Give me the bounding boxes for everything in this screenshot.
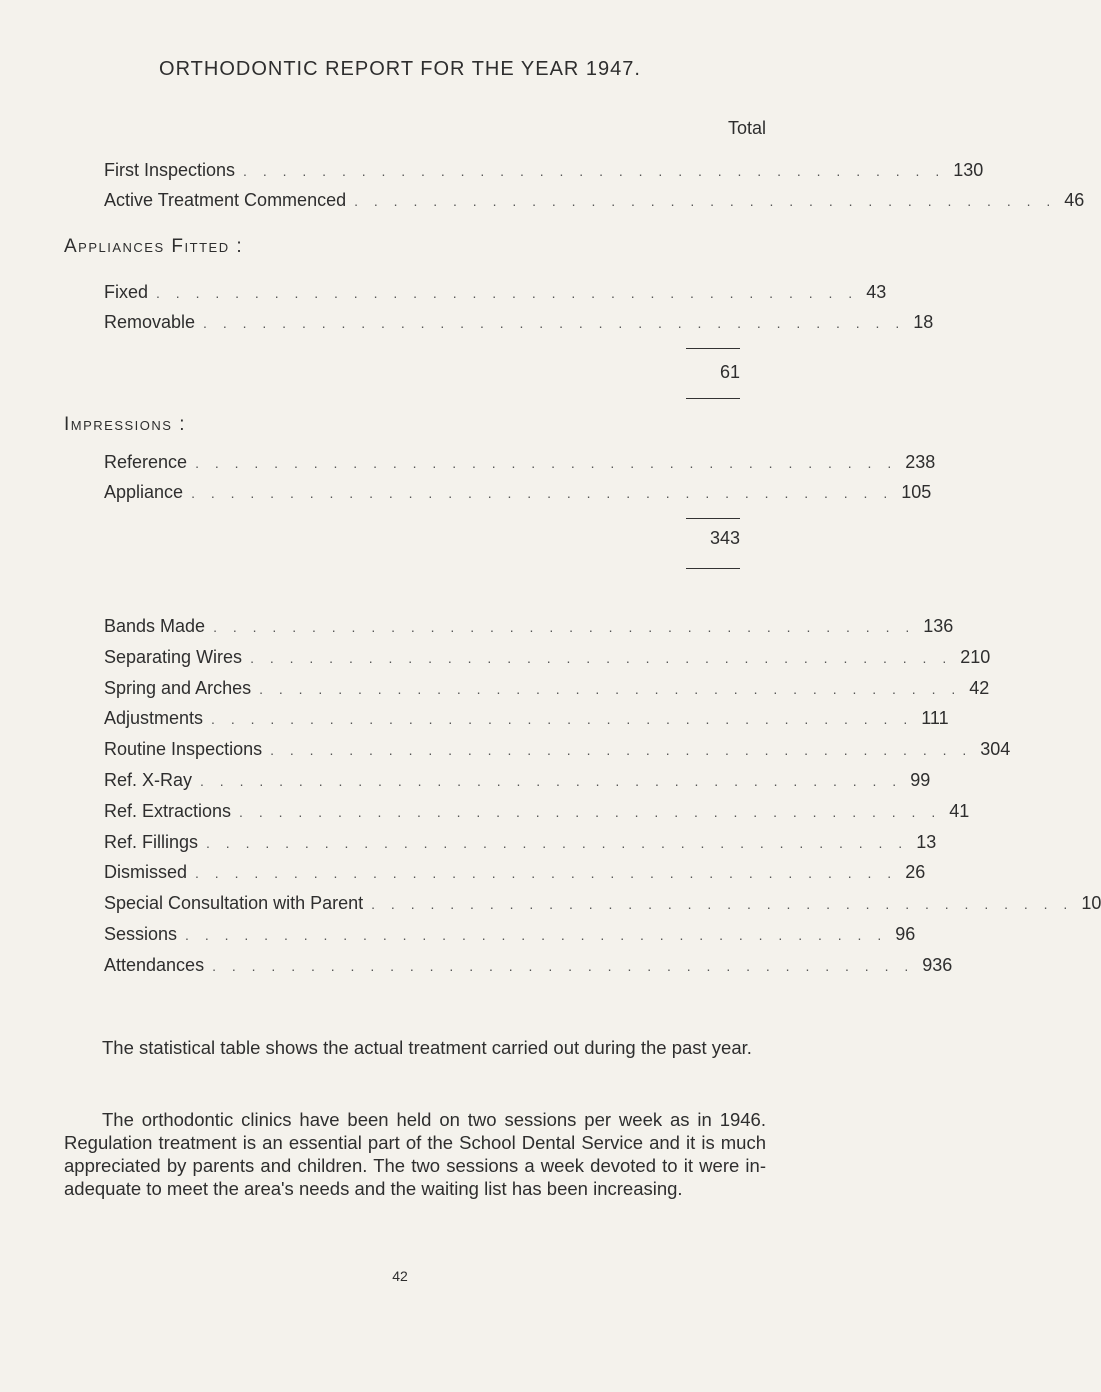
dot-leader: . . . . . . . . . . . . . . . . . . . . . . . . . . . . . . . . . . . . [250, 649, 953, 666]
row-label: Routine Inspections [104, 739, 263, 760]
total-column-header: Total [727, 118, 766, 138]
table-row [104, 677, 990, 704]
subtotal-rule [686, 348, 740, 349]
dot-leader: . . . . . . . . . . . . . . . . . . . . . . . . . . . . . . . . . . . . [243, 163, 946, 179]
table-row [104, 282, 887, 308]
dot-leader: . . . . . . . . . . . . . . . . . . . . . . . . . . . . . . . . . . . . [200, 773, 903, 789]
row-value: 41 [949, 800, 970, 821]
dot-leader: . . . . . . . . . . . . . . . . . . . . . . . . . . . . . . . . . . . . [206, 834, 909, 851]
row-label: Separating Wires [104, 646, 243, 667]
dot-leader: . . . . . . . . . . . . . . . . . . . . . . . . . . . . . . . . . . . . [239, 803, 942, 820]
table-row [104, 800, 970, 827]
section-heading-impressions: Impressions : [64, 414, 187, 435]
dot-leader: . . . . . . . . . . . . . . . . . . . . . . . . . . . . . . . . . . . . [259, 680, 962, 697]
subtotal-rule [686, 398, 740, 399]
table-row [104, 160, 984, 186]
dot-leader: . . . . . . . . . . . . . . . . . . . . . . . . . . . . . . . . . . . . [213, 619, 916, 635]
dot-leader: . . . . . . . . . . . . . . . . . . . . . . . . . . . . . . . . . . . . [203, 315, 906, 331]
page-title: ORTHODONTIC REPORT FOR THE YEAR 1947. [159, 58, 641, 80]
dot-leader: . . . . . . . . . . . . . . . . . . . . . . . . . . . . . . . . . . . . [195, 455, 898, 471]
table-row [104, 831, 937, 858]
dot-leader: . . . . . . . . . . . . . . . . . . . . . . . . . . . . . . . . . . . . [212, 957, 915, 974]
row-value: 96 [895, 924, 916, 944]
table-row [104, 708, 949, 734]
paragraph [64, 1108, 766, 1200]
table-row [104, 893, 1101, 919]
row-label: Active Treatment Commenced [104, 190, 347, 210]
row-value: 10 [1081, 893, 1101, 914]
row-label: Ref. Fillings [104, 831, 199, 852]
dot-leader: . . . . . . . . . . . . . . . . . . . . . . . . . . . . . . . . . . . . [371, 896, 1074, 913]
row-value: 99 [910, 770, 931, 790]
row-value: 26 [905, 862, 926, 883]
dot-leader: . . . . . . . . . . . . . . . . . . . . . . . . . . . . . . . . . . . . [195, 865, 898, 882]
table-row [104, 616, 954, 642]
row-value: 111 [921, 708, 949, 729]
table-row [104, 770, 931, 796]
page-number: 42 [392, 1268, 408, 1284]
dot-leader: . . . . . . . . . . . . . . . . . . . . . . . . . . . . . . . . . . . . [354, 193, 1057, 209]
subtotal-rule [686, 518, 740, 519]
table-row [104, 482, 932, 508]
table-row [104, 646, 991, 673]
row-label: Fixed [104, 282, 149, 302]
row-value: 13 [916, 831, 937, 852]
row-value: 936 [922, 954, 953, 975]
row-value: 43 [866, 282, 887, 302]
section-heading-appliances: Appliances Fitted : [64, 236, 244, 257]
table-row [104, 954, 953, 981]
row-label: Sessions [104, 924, 178, 944]
table-row [104, 739, 1011, 765]
row-label: Bands Made [104, 616, 206, 636]
table-row [104, 862, 926, 888]
row-label: Removable [104, 312, 196, 332]
table-row [104, 312, 934, 338]
row-value: 238 [905, 452, 936, 472]
row-label: Ref. Extractions [104, 800, 232, 821]
table-row [104, 190, 1085, 216]
row-label: Attendances [104, 954, 205, 975]
dot-leader: . . . . . . . . . . . . . . . . . . . . . . . . . . . . . . . . . . . . [191, 485, 894, 501]
dot-leader: . . . . . . . . . . . . . . . . . . . . . . . . . . . . . . . . . . . . [185, 927, 888, 943]
row-value: 304 [980, 739, 1011, 760]
table-row [104, 452, 936, 478]
row-label: First Inspections [104, 160, 236, 180]
dot-leader: . . . . . . . . . . . . . . . . . . . . . . . . . . . . . . . . . . . . [270, 742, 973, 759]
row-label: Adjustments [104, 708, 204, 729]
row-label: Reference [104, 452, 188, 472]
dot-leader: . . . . . . . . . . . . . . . . . . . . . . . . . . . . . . . . . . . . [211, 711, 914, 728]
dot-leader: . . . . . . . . . . . . . . . . . . . . . . . . . . . . . . . . . . . . [156, 285, 859, 301]
row-label: Special Consultation with Parent [104, 893, 364, 914]
row-label: Ref. X-Ray [104, 770, 193, 790]
row-value: 210 [960, 646, 991, 667]
row-label: Spring and Arches [104, 677, 252, 698]
paragraph [64, 1036, 766, 1059]
row-value: 130 [953, 160, 984, 180]
row-value: 46 [1064, 190, 1085, 210]
row-label: Dismissed [104, 862, 188, 883]
row-label: Appliance [104, 482, 184, 502]
row-value: 18 [913, 312, 934, 332]
subtotal-impressions: 343 [709, 528, 740, 548]
row-value: 42 [969, 677, 990, 698]
table-row [104, 924, 916, 950]
row-value: 136 [923, 616, 954, 636]
paragraph-text: The statistical table shows the actual treatment carried out during the past year. [102, 1037, 752, 1058]
subtotal-rule [686, 568, 740, 569]
paragraph-text: The orthodontic clinics have been held on two sessions per week as in 1946. Regulation treatment is an essential part of the School Dental Service and it is much appreciated by parents and children. The two sessions a week devoted to it were in-adequate to meet the area's needs and the waiting list has been increasing. [64, 1109, 766, 1199]
row-value: 105 [901, 482, 932, 502]
subtotal-appliances: 61 [719, 362, 740, 382]
